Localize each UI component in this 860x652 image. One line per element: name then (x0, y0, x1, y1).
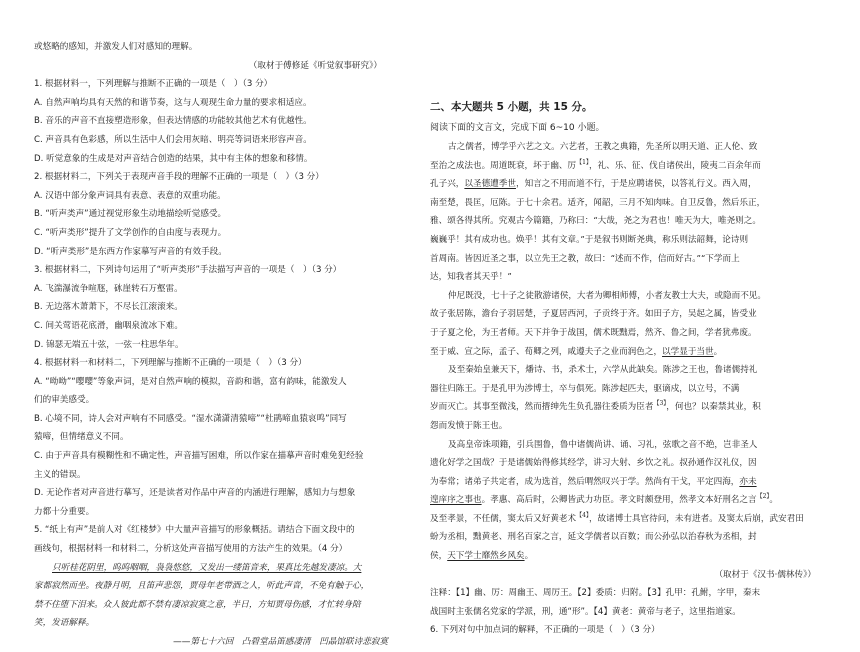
excerpt-line: 家都寂然而坐。夜静月明，且笛声悲怨，贾母年老带酒之人，听此声音，不免有触于心， (34, 581, 370, 592)
underlined-sentence: 遑庠序之事也 (430, 495, 482, 506)
excerpt-line (34, 559, 392, 578)
underlined-sentence: 以圣德遭季世 (464, 179, 516, 190)
option-3c: C. 间关莺语花底滑，幽咽泉流冰下难。 (34, 320, 183, 331)
footnote-ref: 【3】 (653, 400, 667, 408)
passage-line: 至治之成法也。周道既衰，坏于幽、厉$^{【1】}$，礼、乐、征、伐自诸侯出，陵夷二百余年而 (430, 158, 761, 171)
passage-line: 为奉常；诸弟子共定者，成为选首，然后喟然叹兴于学。然尚有干戈，平定四海，亦未 (430, 476, 757, 487)
passage-line: 雅、颂各得其所。究观古今篇籍，乃称曰：“大哉，尧之为君也！唯天为大，唯尧则之。 (430, 216, 761, 227)
underlined-sentence: 亦未 (739, 476, 757, 487)
option-3b: B. 无边落木萧萧下，不尽长江滚滚来。 (34, 302, 183, 313)
passage-line: 孔子兴，以圣德遭季世，知言之不用而道不行，于是应聘诸侯，以答礼行义。西入周， (430, 179, 757, 190)
footnotes-cont: 战国时主张儒名党家的学派，刑，通“形”。【4】黄老：黄帝与老子，这里指道家。 (430, 606, 741, 617)
passage-line: 达，知我者其天乎！” (430, 272, 512, 283)
passage-line: 仲尼既没，七十子之徒散游诸侯，大者为卿相师傅，小者友教士大夫，或隐而不见。 (448, 290, 766, 301)
passage-line: 怨而发愤于陈王也。 (430, 420, 508, 431)
passage-line: 遑庠序之事也。孝惠、高后时，公卿皆武力功臣。孝文时颇登用，然孝文本好刑名之言$^{【2】}$。 (430, 493, 779, 506)
question-5-cont: 画线句，根据材料一和材料二，分析这处声音描写使用的方法产生的效果。（4 分） (34, 544, 348, 555)
option-3a: A. 飞湍瀑流争喧豗，砯崖转石万壑雷。 (34, 283, 183, 294)
passage-line: 古之儒者，博学乎六艺之文。六艺者，王教之典籍，先圣所以明天道、正人伦、致 (448, 142, 758, 152)
option-2a: A. 汉语中部分象声词具有表意、表意的双重功能。 (34, 190, 226, 201)
passage-line: 于子夏之伦，为王者师。天下并争于战国，儒术既黜焉，然齐、鲁之间，学者犹弗废。 (430, 327, 757, 338)
section-intro: 阅读下面的文言文，完成下面 6~10 小题。 (430, 123, 605, 133)
underlined-sentence: 以学显于当世 (662, 346, 714, 357)
option-4a: A. “呦呦”“嘤嘤”等象声词，是对自然声响的模拟，音韵和谐，富有韵味，能激发人 (34, 376, 347, 387)
question-1: 1. 根据材料一，下列理解与推断不正确的一项是（ ）（3 分） (34, 79, 273, 90)
footnote-ref: 【2】 (756, 493, 770, 501)
option-4d: D. 无论作者对声音进行摹写，还是读者对作品中声音的内涵进行理解，感知力与想象 (34, 488, 356, 499)
passage-line: 至于威、宣之际，孟子、荀卿之列，咸遵夫子之业而润色之，以学显于当世。 (430, 346, 723, 357)
option-2c: C. “听声类形”提升了文学创作的自由度与表现力。 (34, 227, 227, 238)
passage-line: 器往归陈王。于是孔甲为涉博士，卒与俱死。陈涉起匹夫，驱谪戍，以立号，不满 (430, 383, 740, 394)
section-heading: 二、本大题共 5 小题，共 15 分。 (430, 101, 593, 113)
right-column (430, 92, 826, 640)
passage-line: 及至孝景，不任儒，窦太后又好黄老术$^{【4】}$，故诸博士具官待问，未有进者。及窦太后崩，武安君田 (430, 512, 804, 524)
option-2b: B. “听声类声”通过视觉形象生动地描绘听觉感受。 (34, 209, 227, 220)
passage-line: 侯，天下学士靡然乡风矣。 (430, 551, 534, 562)
question-5: 5. “纸上有声”是前人对《红楼梦》中大量声音描写的形象概括。请结合下面文段中的 (34, 525, 355, 536)
question-3: 3. 根据材料二，下列诗句运用了“听声类形”手法描写声音的一项是（ ）（3 分） (34, 265, 342, 276)
excerpt-line: 禁不住堕下泪来。众人彼此都不禁有凄凉寂寞之意，半日，方知贾母伤感，才忙转身陪 (34, 599, 361, 610)
option-4d-cont: 力都十分重要。 (34, 506, 95, 517)
passage-line: 首周南。皆因近圣之事，以立先王之教，故曰：“述而不作，信而好古。”“下学而上 (430, 253, 740, 264)
option-4b-cont: 猿啼，但情绪意义不同。 (34, 432, 129, 443)
option-1c: C. 声音具有色彩感，所以生活中人们会用灰暗、明亮等词语来形容声音。 (34, 134, 312, 145)
passage-line: 及至秦始皇兼天下，燔诗、书，杀术士，六学从此缺矣。陈涉之王也，鲁诸儒持礼 (448, 365, 758, 376)
option-4c: C. 由于声音具有模糊性和不确定性，声音描写困难，所以作家在描摹声音时难免犯经验 (34, 451, 364, 462)
option-1d: D. 听觉意象的生成是对声音结合创造的结果，其中有主体的想象和移情。 (34, 153, 313, 164)
source-citation: （取材于傅修延《听觉叙事研究》） (248, 60, 382, 71)
option-3d: D. 锦瑟无端五十弦，一弦一柱思华年。 (34, 339, 184, 350)
option-1b: B. 音乐的声音不直接塑造形象，但表达情感的功能较其他艺术有优越性。 (34, 116, 312, 127)
footnote-ref: 【1】 (576, 158, 589, 166)
option-1a: A. 自然声响均具有天然的和谐节奏，这与人观现生命力量的要求相适应。 (34, 97, 312, 108)
question-6: 6. 下列对句中加点词的解释，不正确的一项是（ ）（3 分） (430, 625, 660, 636)
option-4c-cont: 主义的错误。 (34, 469, 86, 480)
text-line: 或悠略的感知，并激发人们对感知的理解。 (34, 42, 198, 52)
option-4b: B. 心境不同，诗人会对声响有不同感受。“湿水潇潇清猿啼”“杜鹃啼血猿哀鸣”同写 (34, 413, 347, 424)
passage-line: 故子张居陈，澹台子羽居楚，子夏居西河，子贡终于齐。如田子方，吴起之属，皆受业 (430, 309, 757, 320)
underlined-sentence: 只听桂花阴里，呜呜咽咽，袅袅悠悠，又发出一缕笛音来，果真比先越发凄凉。大 (52, 562, 362, 573)
option-4a-cont: 们的审美感受。 (34, 395, 95, 406)
passage-line: 蚡为丞相，黜黄老、刑名百家之言，延文学儒者以百数；而公孙弘以治春秋为丞相，封 (430, 532, 757, 543)
passage-line: 巍巍乎！其有成功也。焕乎！其有文章。”于是叙书则断尧典，称乐则法韶舞，论诗则 (430, 234, 749, 245)
passage-line: 南至楚，畏匡，厄陈。于七十余君。适齐，闻韶，三月不知肉味。自卫反鲁，然后乐正， (430, 197, 766, 208)
underlined-sentence: 天下学士靡然乡风矣 (447, 551, 525, 562)
option-2d: D. “听声类形”是东西方作家摹写声音的有效手段。 (34, 246, 227, 257)
excerpt-source: ——第七十六回 凸碧堂品笛感凄清 凹晶馆联诗悲寂寞 (173, 637, 388, 647)
footnote-ref: 【4】 (576, 512, 589, 520)
passage-line: 及高皇帝诛项籍，引兵围鲁，鲁中诸儒尚讲、诵、习礼，弦歌之音不绝，岂非圣人 (448, 439, 758, 450)
question-2: 2. 根据材料二，下列关于表现声音手段的理解不正确的一项是（ ）（3 分） (34, 172, 324, 183)
excerpt-line: 笑，发语解释。 (34, 618, 95, 629)
left-column (34, 38, 392, 652)
passage-line: 岁而灭亡。其事至微浅，然而搢绅先生负孔器往委质为臣者$^{【3】}$，何也？以秦禁其业，积 (430, 400, 761, 413)
question-4: 4. 根据材料一和材料二，下列理解与推断不正确的一项是（ ）（3 分） (34, 358, 307, 369)
passage-line: 遗化好学之国哉？于是诸儒始得修其经学，讲习大射、乡饮之礼。叔孙通作汉礼仪，因 (430, 458, 757, 469)
source-citation: （取材于《汉书·儒林传》） (714, 569, 816, 580)
footnotes: 注释：【1】幽、厉：周幽王、周厉王。【2】委质：归附。【3】孔甲：孔鲋，字甲，秦末 (430, 588, 761, 599)
